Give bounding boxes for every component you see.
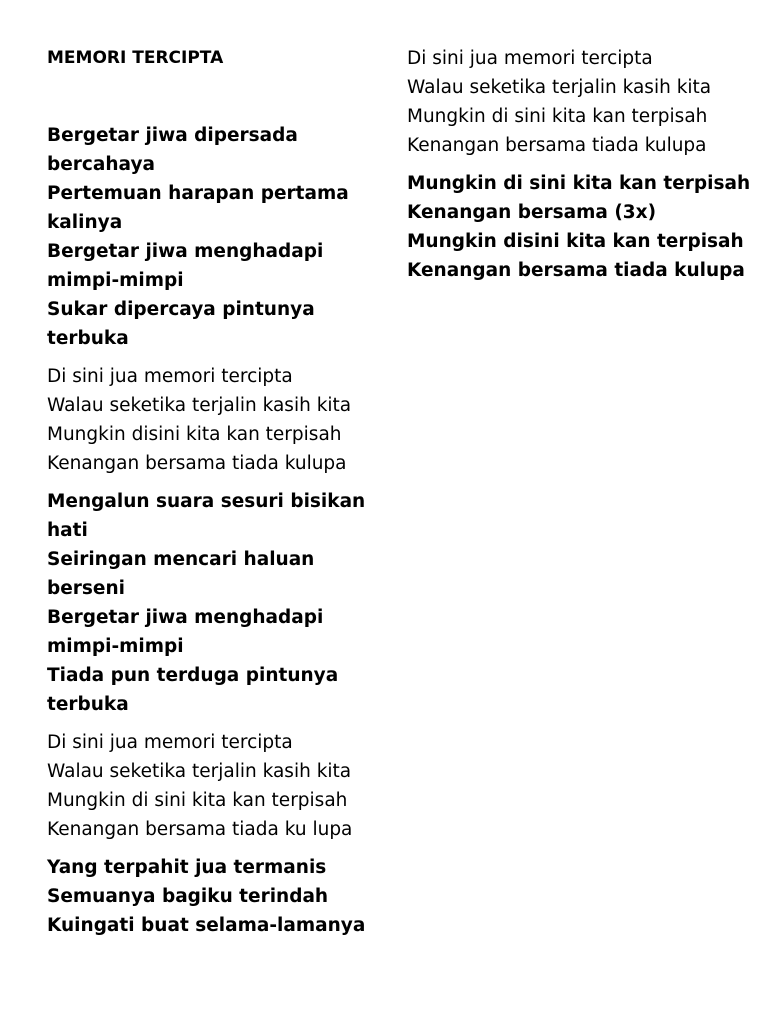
lyric-line: Yang terpahit jua termanis	[47, 857, 327, 878]
lyric-line: Mungkin disini kita kan terpisah	[47, 424, 342, 445]
lyric-line: Walau seketika terjalin kasih kita	[407, 77, 712, 98]
lyric-line: Bergetar jiwa dipersada	[47, 125, 298, 146]
lyric-line: Bergetar jiwa menghadapi	[47, 607, 324, 628]
chorus-stanza	[47, 853, 367, 940]
lyric-line: Pertemuan harapan pertama	[47, 183, 349, 204]
lyric-line: Walau seketika terjalin kasih kita	[47, 761, 352, 782]
lyric-line: Kuingati buat selama-lamanya	[47, 915, 366, 936]
lyric-line: Bergetar jiwa menghadapi	[47, 241, 324, 262]
lyric-line: Di sini jua memori tercipta	[47, 732, 293, 753]
verse-stanza	[407, 44, 737, 160]
lyric-line: terbuka	[47, 694, 129, 715]
left-stanzas	[47, 121, 367, 940]
chorus-stanza	[407, 169, 751, 285]
lyric-line: terbuka	[47, 328, 129, 349]
lyric-line: Sukar dipercaya pintunya	[47, 299, 315, 320]
right-stanzas	[407, 44, 751, 285]
lyric-line: Mungkin disini kita kan terpisah	[407, 231, 744, 252]
lyric-line: Di sini jua memori tercipta	[47, 366, 293, 387]
lyric-line: Mungkin di sini kita kan terpisah	[407, 106, 708, 127]
lyric-line: Semuanya bagiku terindah	[47, 886, 329, 907]
song-title: MEMORI TERCIPTA	[47, 48, 224, 68]
lyric-line: bercahaya	[47, 154, 155, 175]
lyric-line: Kenangan bersama (3x)	[407, 202, 657, 223]
lyric-line: berseni	[47, 578, 125, 599]
right-column	[407, 44, 751, 294]
lyric-line: Kenangan bersama tiada kulupa	[407, 135, 707, 156]
lyric-line: mimpi-mimpi	[47, 270, 184, 291]
lyric-line: Mengalun suara sesuri bisikan	[47, 491, 366, 512]
lyric-line: Kenangan bersama tiada kulupa	[407, 260, 745, 281]
lyric-line: Kenangan bersama tiada kulupa	[47, 453, 347, 474]
lyric-line: Di sini jua memori tercipta	[407, 48, 653, 69]
lyric-line: Kenangan bersama tiada ku lupa	[47, 819, 353, 840]
chorus-stanza	[47, 121, 367, 353]
lyric-line: Mungkin di sini kita kan terpisah	[47, 790, 348, 811]
lyric-line: Tiada pun terduga pintunya	[47, 665, 339, 686]
verse-stanza	[47, 728, 367, 844]
lyric-line: hati	[47, 520, 88, 541]
lyric-line: kalinya	[47, 212, 123, 233]
left-column	[47, 44, 367, 949]
chorus-stanza	[47, 487, 367, 719]
lyric-line: Seiringan mencari haluan	[47, 549, 315, 570]
lyric-line: Mungkin di sini kita kan terpisah	[407, 173, 751, 194]
lyric-line: mimpi-mimpi	[47, 636, 184, 657]
lyric-line: Walau seketika terjalin kasih kita	[47, 395, 352, 416]
verse-stanza	[47, 362, 367, 478]
